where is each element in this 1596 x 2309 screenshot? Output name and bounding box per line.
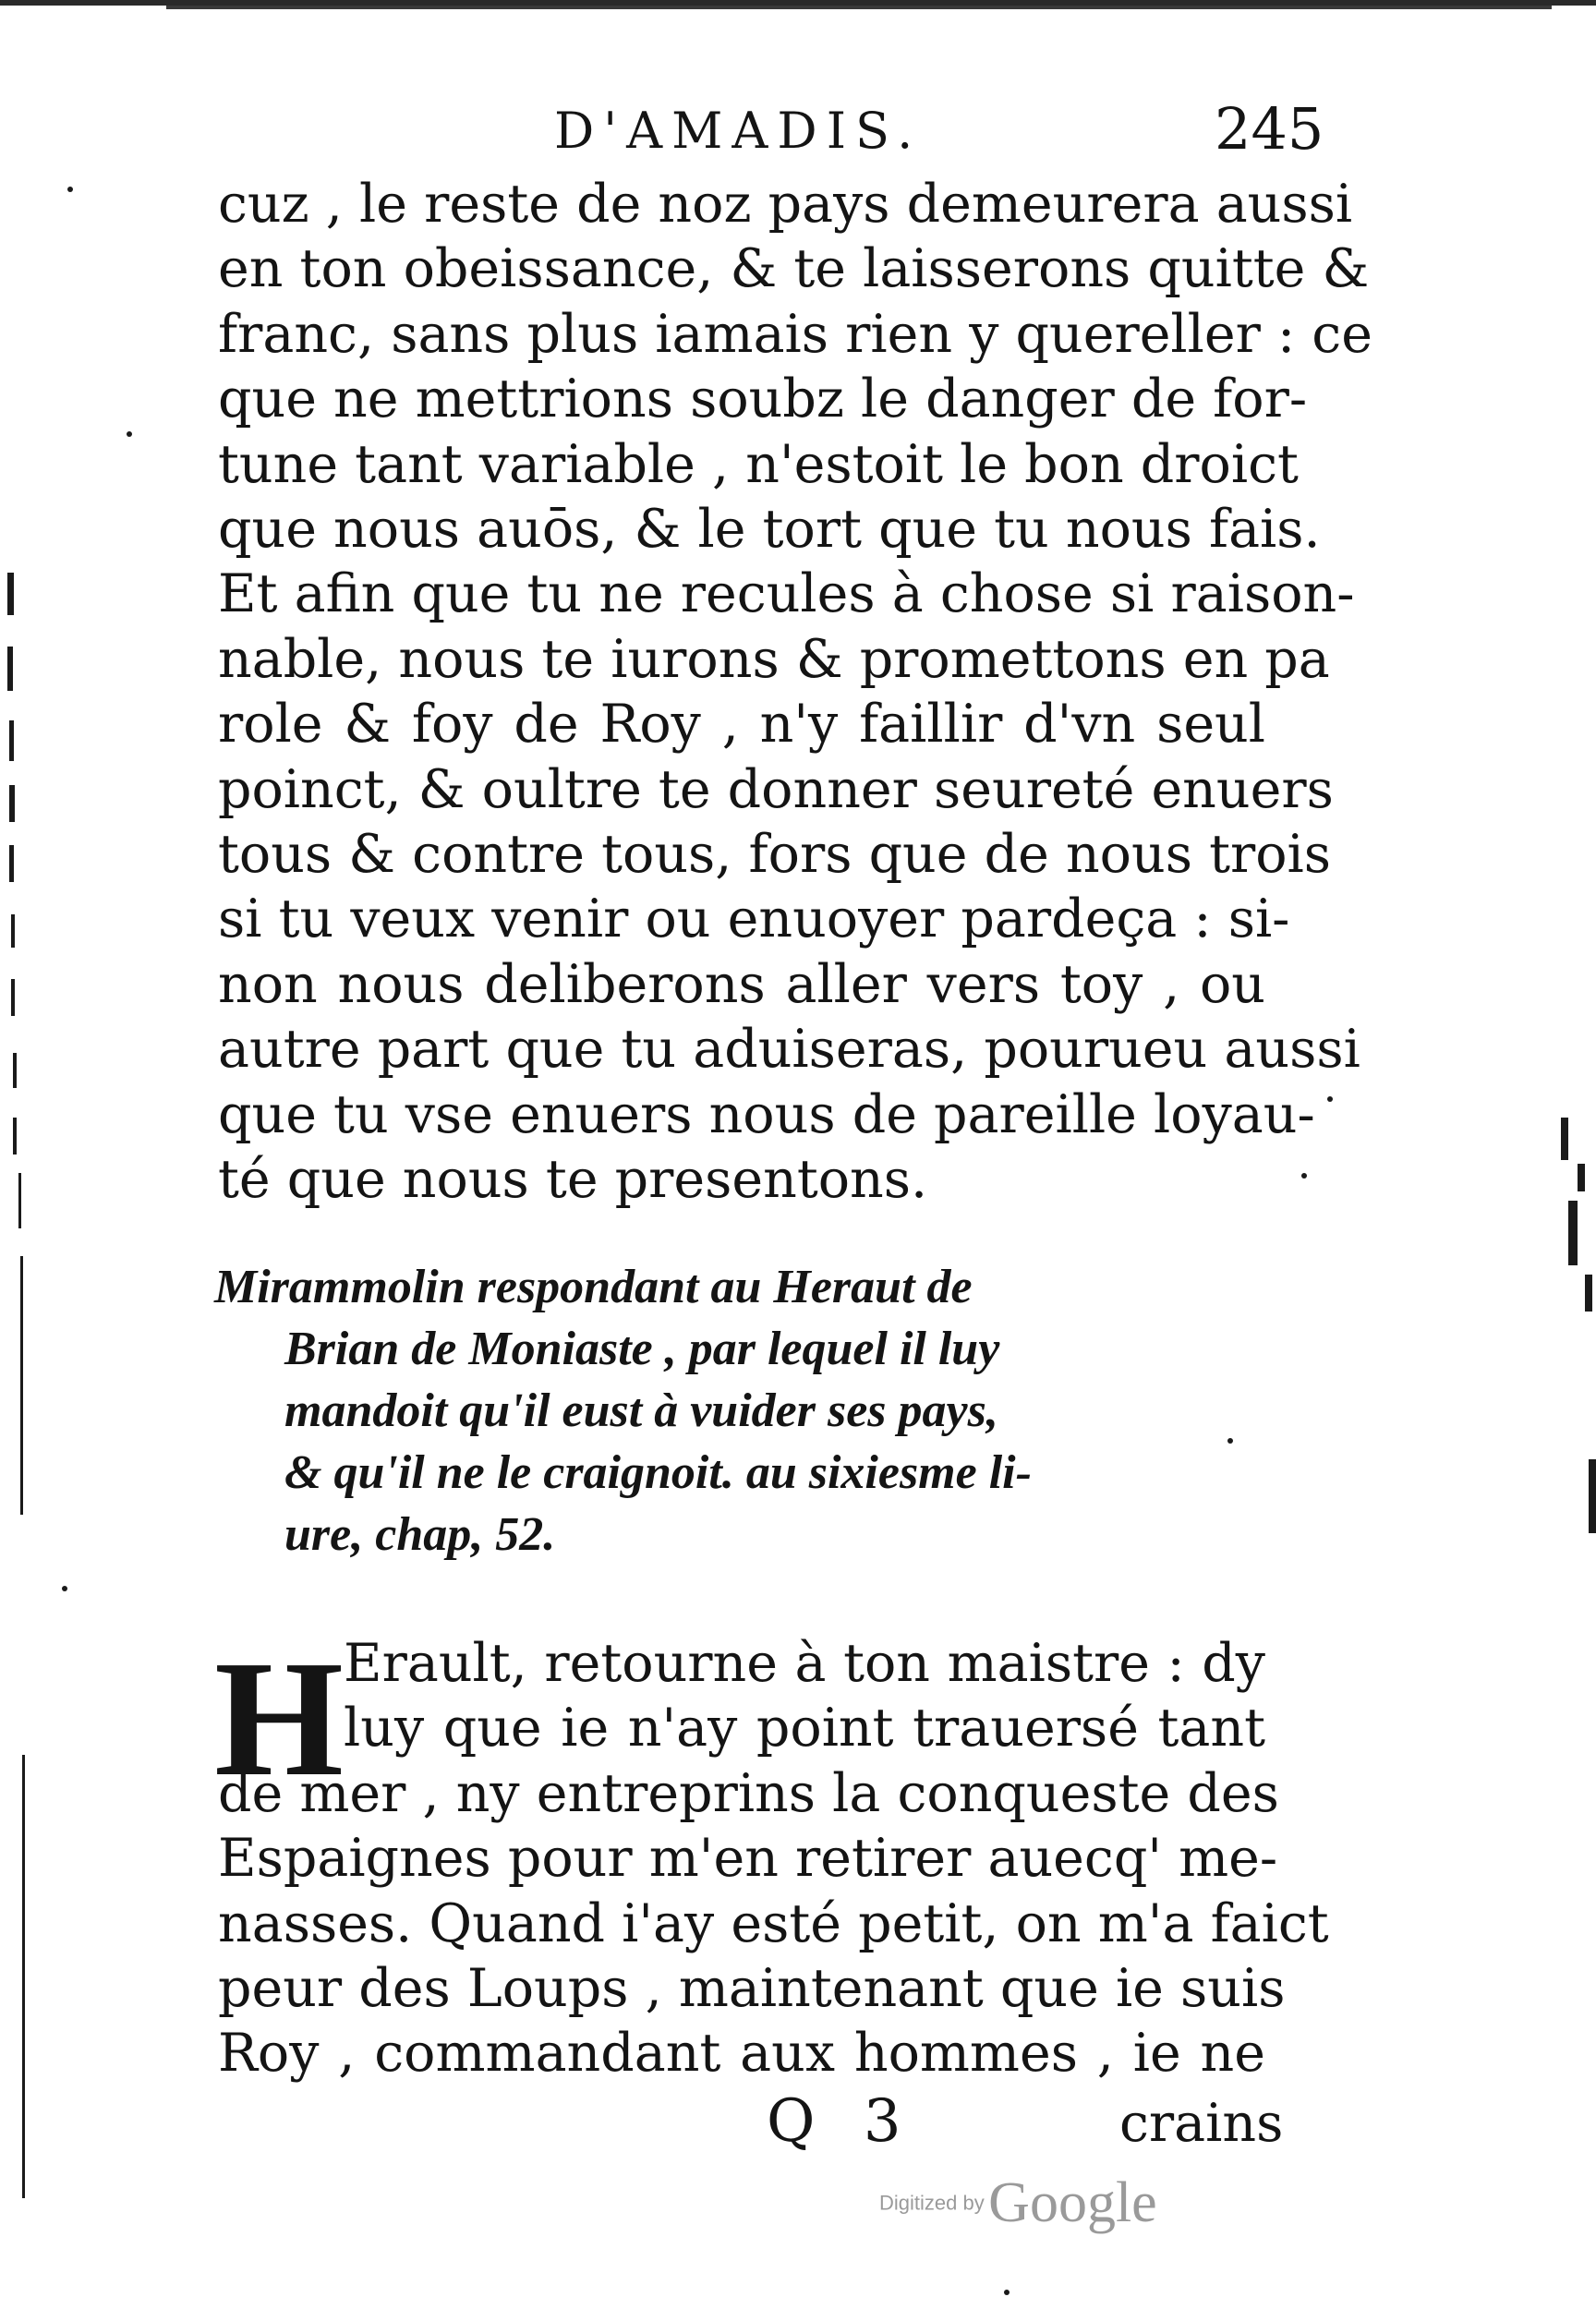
watermark-prefix: Digitized by [879, 2191, 985, 2215]
rubric-line: Mirammolin respondant au Heraut de [214, 1261, 973, 1313]
text-line: role & foy de Roy , n'y faillir d'vn seul [218, 694, 1265, 756]
text-line: Erault, retourne à ton maistre : dy [344, 1633, 1265, 1694]
text-line: que nous auōs, & le tort que tu nous fais. [218, 499, 1321, 561]
text-line: non nous deliberons aller vers toy , ou [218, 953, 1265, 1015]
text-line: nasses. Quand i'ay esté petit, on m'a faict [218, 1892, 1329, 1954]
text-line: cuz , le reste de noz pays demeurera aussi [218, 174, 1353, 235]
text-line: Roy , commandant aux hommes , ie ne [218, 2023, 1265, 2085]
text-line: té que nous te presentons. [218, 1149, 928, 1211]
text-line: peur des Loups , maintenant que ie suis [218, 1958, 1286, 2020]
text-line: en ton obeissance, & te laisserons quitte & [218, 238, 1370, 300]
text-line: autre part que tu aduiseras, pourueu aussi [218, 1019, 1360, 1081]
text-line: tous & contre tous, fors que de nous trois [218, 824, 1332, 886]
text-line: luy que ie n'ay point trauersé tant [344, 1698, 1265, 1759]
page-number: 245 [1215, 95, 1324, 163]
rubric-line: & qu'il ne le craignoit. au sixiesme li- [284, 1446, 1032, 1499]
text-line: poinct, & oultre te donner seureté enuers [218, 758, 1334, 820]
text-line: Et afin que tu ne recules à chose si raison- [218, 563, 1355, 625]
catchword: crains [1119, 2093, 1284, 2154]
text-line: que tu vse enuers nous de pareille loyau- [218, 1083, 1315, 1145]
text-line: que ne mettrions soubz le danger de for- [218, 369, 1308, 430]
signature-mark: Q 3 [767, 2087, 916, 2156]
text-line: si tu veux venir ou enuoyer pardeça : si- [218, 889, 1290, 950]
drop-cap: H [214, 1626, 345, 1810]
text-line: tune tant variable , n'estoit le bon droict [218, 433, 1299, 495]
text-line: nable, nous te iurons & promettons en pa [218, 628, 1330, 690]
google-logo: Google [988, 2171, 1157, 2234]
running-head: D'AMADIS. [554, 102, 923, 160]
rubric-line: ure, chap, 52. [284, 1508, 556, 1561]
rubric-line: Brian de Moniaste , par lequel il luy [284, 1323, 1000, 1375]
rubric-line: mandoit qu'il eust à vuider ses pays, [284, 1384, 998, 1437]
text-line: franc, sans plus iamais rien y quereller : ce [218, 303, 1372, 365]
text-line: de mer , ny entreprins la conqueste des [218, 1762, 1279, 1824]
text-line: Espaignes pour m'en retirer auecq' me- [218, 1828, 1278, 1890]
